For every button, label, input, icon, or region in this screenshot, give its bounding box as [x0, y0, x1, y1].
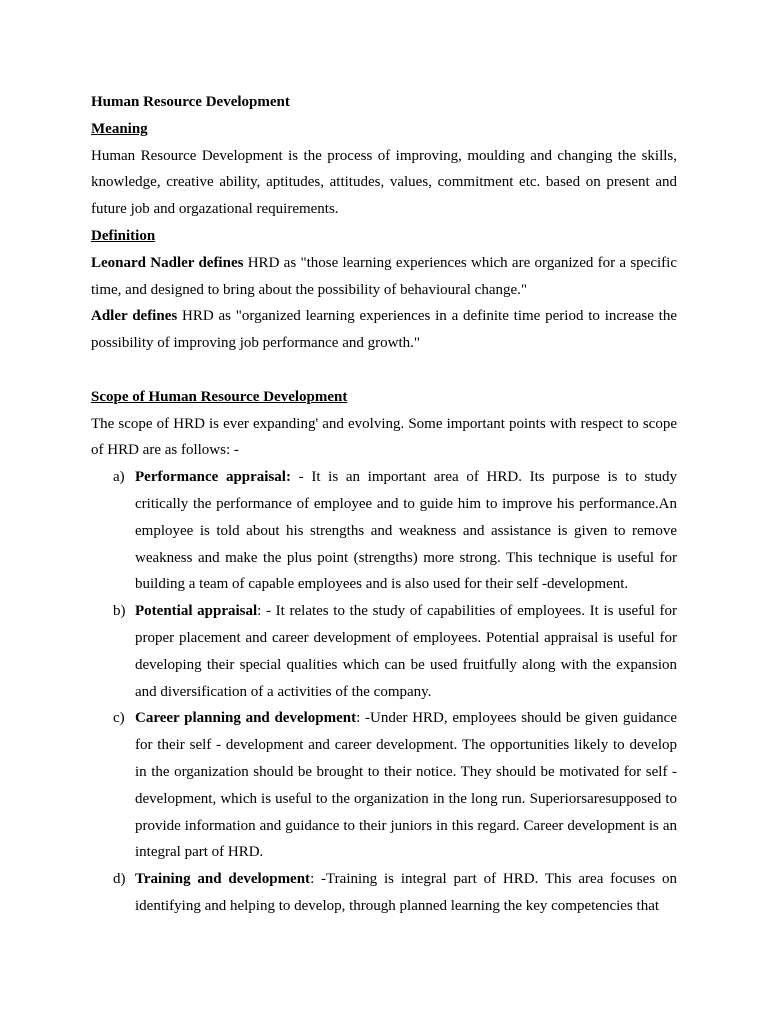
scope-item-title: Potential appraisal: [135, 603, 258, 620]
nadler-text: HRD as "those learning experiences which are organized for a specific time, and designed to bring about the possibility of behavioural change.": [91, 254, 677, 298]
list-marker: a): [113, 469, 125, 486]
scope-item-text: : - It relates to the study of capabilities of employees. It is useful for proper placement and career development of employees. Potential appraisal is useful for developing their special qualities which can be used fruitfully along with the expansion and diversification of a activities of the company.: [135, 603, 677, 700]
scope-item-text: : -Under HRD, employees should be given guidance for their self - development and career development. The opportunities likely to develop in the organization should be brought to their notice. They should be motivated for self - development, which is useful to the organization in the long run. Superiorsaresupposed to provide information and guidance to their juniors in this regard. Career development is an integral part of HRD.: [135, 710, 677, 861]
scope-item-text: : -Training is integral part of HRD. This area focuses on identifying and helping to develop, through planned learning the key competencies that: [135, 871, 677, 914]
scope-item-text: - It is an important area of HRD. Its purpose is to study critically the performance of employee and to guide him to improve his performance.An employee is told about his strengths and weakness and assistance is given to remove weakness and make the plus point (strengths) more strong. This technique is useful for building a team of capable employees and is also used for their self -development.: [135, 469, 677, 593]
adler-definition: [91, 303, 677, 357]
scope-item-performance-appraisal: [91, 464, 677, 598]
document-page: [91, 89, 677, 920]
adler-label: Adler defines: [91, 308, 178, 325]
scope-list: [91, 464, 677, 920]
scope-item-title: Career planning and development: [135, 710, 357, 727]
blank-line: [91, 357, 677, 384]
nadler-label: Leonard Nadler defines: [91, 254, 244, 271]
list-marker: b): [113, 603, 126, 620]
definition-heading: Definition: [91, 227, 156, 244]
meaning-paragraph: Human Resource Development is the process of improving, moulding and changing the skills, knowledge, creative ability, aptitudes, attitudes, values, commitment etc. based on present and future job and orgazational requirements.: [91, 147, 677, 218]
scope-item-title: Performance appraisal:: [135, 469, 291, 486]
list-marker: d): [113, 871, 126, 888]
nadler-definition: [91, 250, 677, 304]
scope-heading: Scope of Human Resource Development: [91, 388, 348, 405]
scope-item-title: Training and development: [135, 871, 311, 888]
scope-intro: The scope of HRD is ever expanding' and evolving. Some important points with respect to scope of HRD are as follows: -: [91, 415, 677, 459]
document-title: Human Resource Development: [91, 94, 290, 110]
adler-text: HRD as "organized learning experiences in a definite time period to increase the possibility of improving job performance and growth.": [91, 308, 677, 352]
scope-item-training-development: [91, 866, 677, 920]
scope-item-potential-appraisal: [91, 598, 677, 705]
meaning-heading: Meaning: [91, 120, 148, 137]
list-marker: c): [113, 710, 125, 727]
scope-item-career-planning: [91, 705, 677, 866]
